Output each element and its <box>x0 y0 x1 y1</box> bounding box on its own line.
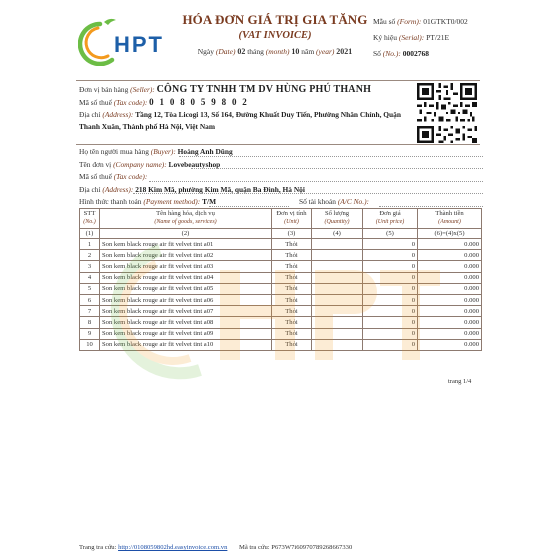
row-name: Son kem black rouge air fit velvet tint a01 <box>100 239 272 250</box>
buyer-tax-row: Mã số thuế (Tax code): <box>79 171 483 184</box>
row-quantity <box>312 283 363 294</box>
row-amount: 0.000 <box>418 294 482 305</box>
row-quantity <box>312 328 363 339</box>
invoice-title: HÓA ĐƠN GIÁ TRỊ GIA TĂNG <box>182 12 368 27</box>
seller-divider <box>76 144 480 145</box>
row-name: Son kem black rouge air fit velvet tint a03 <box>100 261 272 272</box>
row-unit-price: 0 <box>363 339 418 350</box>
row-no: 10 <box>80 339 100 350</box>
row-name: Son kem black rouge air fit velvet tint a05 <box>100 283 272 294</box>
row-unit-price: 0 <box>363 283 418 294</box>
date-year: 2021 <box>336 47 353 56</box>
row-quantity <box>312 306 363 317</box>
header-no: STT (No.) <box>80 209 100 229</box>
row-no: 3 <box>80 261 100 272</box>
table-row <box>80 317 482 328</box>
row-unit-price: 0 <box>363 328 418 339</box>
account-number: Số tài khoản (A/C No.): <box>299 197 370 207</box>
row-name: Son kem black rouge air fit velvet tint a04 <box>100 272 272 283</box>
table-index-row: (1) (2) (3) (4) (5) (6)=(4)x(5) <box>80 229 482 239</box>
row-amount: 0.000 <box>418 283 482 294</box>
seller-tax-row: Mã số thuế (Tax code): 0 1 0 8 0 5 9 8 0 2 <box>79 97 249 107</box>
table-row <box>80 250 482 261</box>
seller-address-row: Địa chỉ (Address): Tầng 12, Tòa Licogi 13, Số 164, Đường Khuất Duy Tiến, Phường Nhân Chính, Quận Thanh Xuân, Thành phố Hà Nội, Việt Nam <box>79 110 401 131</box>
invoice-title-block <box>180 12 370 56</box>
header-unit-price: Đơn giá (Unit price) <box>363 209 418 229</box>
row-amount: 0.000 <box>418 306 482 317</box>
row-quantity <box>312 250 363 261</box>
row-no: 7 <box>80 306 100 317</box>
row-amount: 0.000 <box>418 339 482 350</box>
company-logo <box>78 18 188 66</box>
serial-number: Ký hiệu (Serial): PT/21E <box>373 33 450 42</box>
row-unit: Thỏi <box>272 306 312 317</box>
invoice-subtitle: (VAT INVOICE) <box>238 30 312 41</box>
table-row <box>80 261 482 272</box>
table-row <box>80 283 482 294</box>
row-unit: Thỏi <box>272 283 312 294</box>
row-unit: Thỏi <box>272 294 312 305</box>
header-name: Tên hàng hóa, dịch vụ (Name of goods, services) <box>100 209 272 229</box>
seller-section <box>79 84 409 133</box>
row-unit: Thỏi <box>272 272 312 283</box>
row-unit-price: 0 <box>363 239 418 250</box>
row-unit: Thỏi <box>272 261 312 272</box>
row-quantity <box>312 317 363 328</box>
table-row <box>80 239 482 250</box>
row-unit: Thỏi <box>272 239 312 250</box>
row-name: Son kem black rouge air fit velvet tint a08 <box>100 317 272 328</box>
row-quantity <box>312 261 363 272</box>
header-divider <box>76 80 480 81</box>
lookup-link[interactable]: http://0108059802hd.easyinvoice.com.vn <box>118 544 228 551</box>
seller-tax-code: 0 1 0 8 0 5 9 8 0 2 <box>149 97 249 107</box>
logo-text: HPT <box>114 32 164 57</box>
qr-code-icon <box>417 83 477 143</box>
row-name: Son kem black rouge air fit velvet tint a02 <box>100 250 272 261</box>
table-row <box>80 328 482 339</box>
payment-method: T/M <box>202 197 217 207</box>
row-unit-price: 0 <box>363 317 418 328</box>
row-amount: 0.000 <box>418 239 482 250</box>
footer: Trang tra cứu: http://0108059802hd.easyinvoice.com.vn Mã tra cứu: P673W7i60970789268667330 <box>79 544 353 551</box>
form-number: Mẫu số (Form): 01GTKT0/002 <box>373 17 468 26</box>
row-unit-price: 0 <box>363 261 418 272</box>
header-amount: Thành tiền (Amount) <box>418 209 482 229</box>
row-no: 2 <box>80 250 100 261</box>
buyer-payment-row: Hình thức thanh toán (Payment method): T/M Số tài khoản (A/C No.): <box>79 196 483 209</box>
header-quantity: Số lượng (Quantity) <box>312 209 363 229</box>
row-name: Son kem black rouge air fit velvet tint a06 <box>100 294 272 305</box>
row-quantity <box>312 294 363 305</box>
row-name: Son kem black rouge air fit velvet tint a10 <box>100 339 272 350</box>
buyer-name-row: Họ tên người mua hàng (Buyer): Hoàng Anh Dũng <box>79 146 483 159</box>
row-amount: 0.000 <box>418 250 482 261</box>
buyer-company-row: Tên đơn vị (Company name): Lovebeautyshop <box>79 159 483 172</box>
row-amount: 0.000 <box>418 328 482 339</box>
buyer-address-row: Địa chỉ (Address): 218 Kim Mã, phường Kim Mã, quận Ba Đình, Hà Nội <box>79 184 483 197</box>
table-row <box>80 306 482 317</box>
table-row <box>80 294 482 305</box>
row-quantity <box>312 239 363 250</box>
row-amount: 0.000 <box>418 317 482 328</box>
row-unit-price: 0 <box>363 306 418 317</box>
row-amount: 0.000 <box>418 261 482 272</box>
row-name: Son kem black rouge air fit velvet tint a07 <box>100 306 272 317</box>
invoice-form-info <box>373 14 493 62</box>
row-unit: Thỏi <box>272 328 312 339</box>
row-no: 1 <box>80 239 100 250</box>
seller-name: CÔNG TY TNHH TM DV HÙNG PHÚ THANH <box>156 84 372 95</box>
table-row <box>80 339 482 350</box>
row-unit-price: 0 <box>363 272 418 283</box>
row-no: 5 <box>80 283 100 294</box>
row-amount: 0.000 <box>418 272 482 283</box>
invoice-date: Ngày (Date) 02 tháng (month) 10 năm (year) 2021 <box>197 47 353 56</box>
invoice-number: Số (No.): 0002768 <box>373 49 430 58</box>
page-indicator: trang 1/4 <box>448 378 472 385</box>
table-header-row <box>80 209 482 229</box>
table-row <box>80 272 482 283</box>
row-no: 8 <box>80 317 100 328</box>
row-no: 4 <box>80 272 100 283</box>
row-unit: Thỏi <box>272 317 312 328</box>
lookup-code: P673W7i60970789268667330 <box>271 544 353 551</box>
row-quantity <box>312 272 363 283</box>
row-unit: Thỏi <box>272 339 312 350</box>
seller-address: Tầng 12, Tòa Licogi 13, Số 164, Đường Khuất Duy Tiến, Phường Nhân Chính, Quận Thanh Xuân, Thành phố Hà Nội, Việt Nam <box>79 110 401 131</box>
row-unit-price: 0 <box>363 294 418 305</box>
date-month: 10 <box>291 47 300 56</box>
row-no: 9 <box>80 328 100 339</box>
row-name: Son kem black rouge air fit velvet tint a09 <box>100 328 272 339</box>
seller-name-row: Đơn vị bán hàng (Seller): CÔNG TY TNHH TM DV HÙNG PHÚ THANH <box>79 84 372 95</box>
buyer-company: Lovebeautyshop <box>168 159 221 169</box>
items-table <box>79 208 482 351</box>
buyer-name: Hoàng Anh Dũng <box>177 147 233 156</box>
row-no: 6 <box>80 294 100 305</box>
row-unit: Thỏi <box>272 250 312 261</box>
buyer-address: 218 Kim Mã, phường Kim Mã, quận Ba Đình, Hà Nội <box>135 184 305 194</box>
date-day: 02 <box>237 47 246 56</box>
header-unit: Đơn vị tính (Unit) <box>272 209 312 229</box>
row-quantity <box>312 339 363 350</box>
buyer-section <box>79 146 483 209</box>
row-unit-price: 0 <box>363 250 418 261</box>
